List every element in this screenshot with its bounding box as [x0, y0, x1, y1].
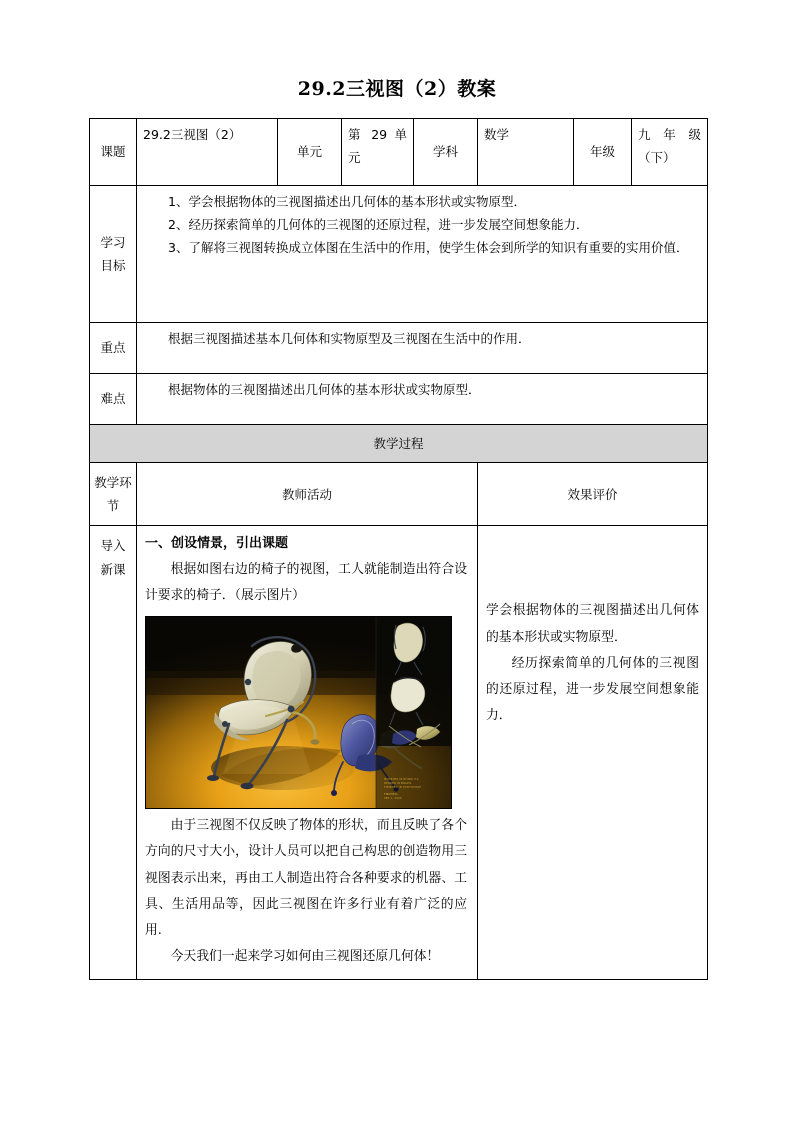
key-point-text: 根据三视图描述基本几何体和实物原型及三视图在生活中的作用． [168, 331, 531, 346]
objective-item: 1、学会根据物体的三视图描述出几何体的基本形状或实物原型． [168, 194, 526, 209]
label-topic: 课题 [90, 119, 137, 186]
objective-item: 2、经历探索简单的几何体的三视图的还原过程，进一步发展空间想象能力． [168, 217, 589, 233]
objectives-content [137, 186, 708, 323]
figure-credit-line: FINISHED IN PHOTOSHOP [384, 786, 422, 790]
value-grade: 九年级（下） [632, 119, 708, 186]
figure-credit-text [384, 778, 446, 801]
chair-design-render-figure [145, 616, 452, 809]
value-unit: 第 29 单元 [342, 119, 414, 186]
table-row-difficulty [90, 374, 708, 425]
table-row-keypoint [90, 323, 708, 374]
intro-paragraph-2: 由于三视图不仅反映了物体的形状，而且反映了各个方向的尺寸大小，设计人员可以把自己构思的创造物用三视图表示出来，再由工人制造出符合各种要求的机器、工具、生活用品等，因此三视图在许多行业有着广泛的应用. [145, 818, 467, 939]
label-grade: 年级 [574, 119, 632, 186]
label-subject: 学科 [414, 119, 478, 186]
header-evaluation: 效果评价 [478, 463, 708, 526]
teacher-activity-intro [137, 526, 478, 979]
value-topic: 29.2三视图（2） [137, 119, 278, 186]
difficulty-content [137, 374, 708, 425]
evaluation-paragraph-2: 经历探索简单的几何体的三视图的还原过程，进一步发展空间想象能力． [486, 655, 699, 724]
stage-intro: 导入新课 [90, 526, 137, 979]
value-subject: 数学 [478, 119, 574, 186]
table-row-objectives [90, 186, 708, 323]
header-teacher-activity: 教师活动 [137, 463, 478, 526]
page-title: 29.2三视图（2）教案 [297, 78, 497, 100]
evaluation-paragraph-1: 学会根据物体的三视图描述出几何体的基本形状或实物原型． [486, 603, 699, 645]
section-heading: 一、创设情景，引出课题 [145, 536, 289, 552]
table-row-process-banner [90, 425, 708, 463]
difficulty-text: 根据物体的三视图描述出几何体的基本形状或实物原型． [168, 382, 481, 397]
header-stage: 教学环节 [90, 463, 137, 526]
objective-item: 3、了解将三视图转换成立体图在生活中的作用，使学生体会到所学的知识有重要的实用价值． [168, 240, 689, 256]
table-row-intro [90, 526, 708, 979]
label-objectives-line1: 学习 [100, 234, 126, 250]
intro-paragraph-3: 今天我们一起来学习如何由三视图还原几何体！ [170, 949, 440, 965]
label-objectives-line2: 目标 [100, 258, 126, 273]
table-row-process-headers [90, 463, 708, 526]
figure-signature-date: SEP 1, 2000 [384, 797, 402, 801]
key-point-content [137, 323, 708, 374]
process-banner: 教学过程 [90, 425, 708, 463]
label-unit: 单元 [278, 119, 342, 186]
label-key-point: 重点 [90, 323, 137, 374]
table-row-info [90, 119, 708, 186]
lesson-plan-table [89, 118, 708, 980]
figure-signature: FIRDHELL [384, 793, 399, 797]
intro-paragraph-1: 根据如图右边的椅子的视图，工人就能制造出符合设计要求的椅子．（展示图片） [145, 561, 467, 603]
label-objectives [90, 186, 137, 323]
evaluation-intro [478, 526, 708, 979]
figure-credit-line: RENDER IN BRAZIL [384, 782, 412, 786]
figure-credit-line: MODELED IN RHINO 3.1 [384, 778, 419, 782]
label-difficulty: 难点 [90, 374, 137, 425]
